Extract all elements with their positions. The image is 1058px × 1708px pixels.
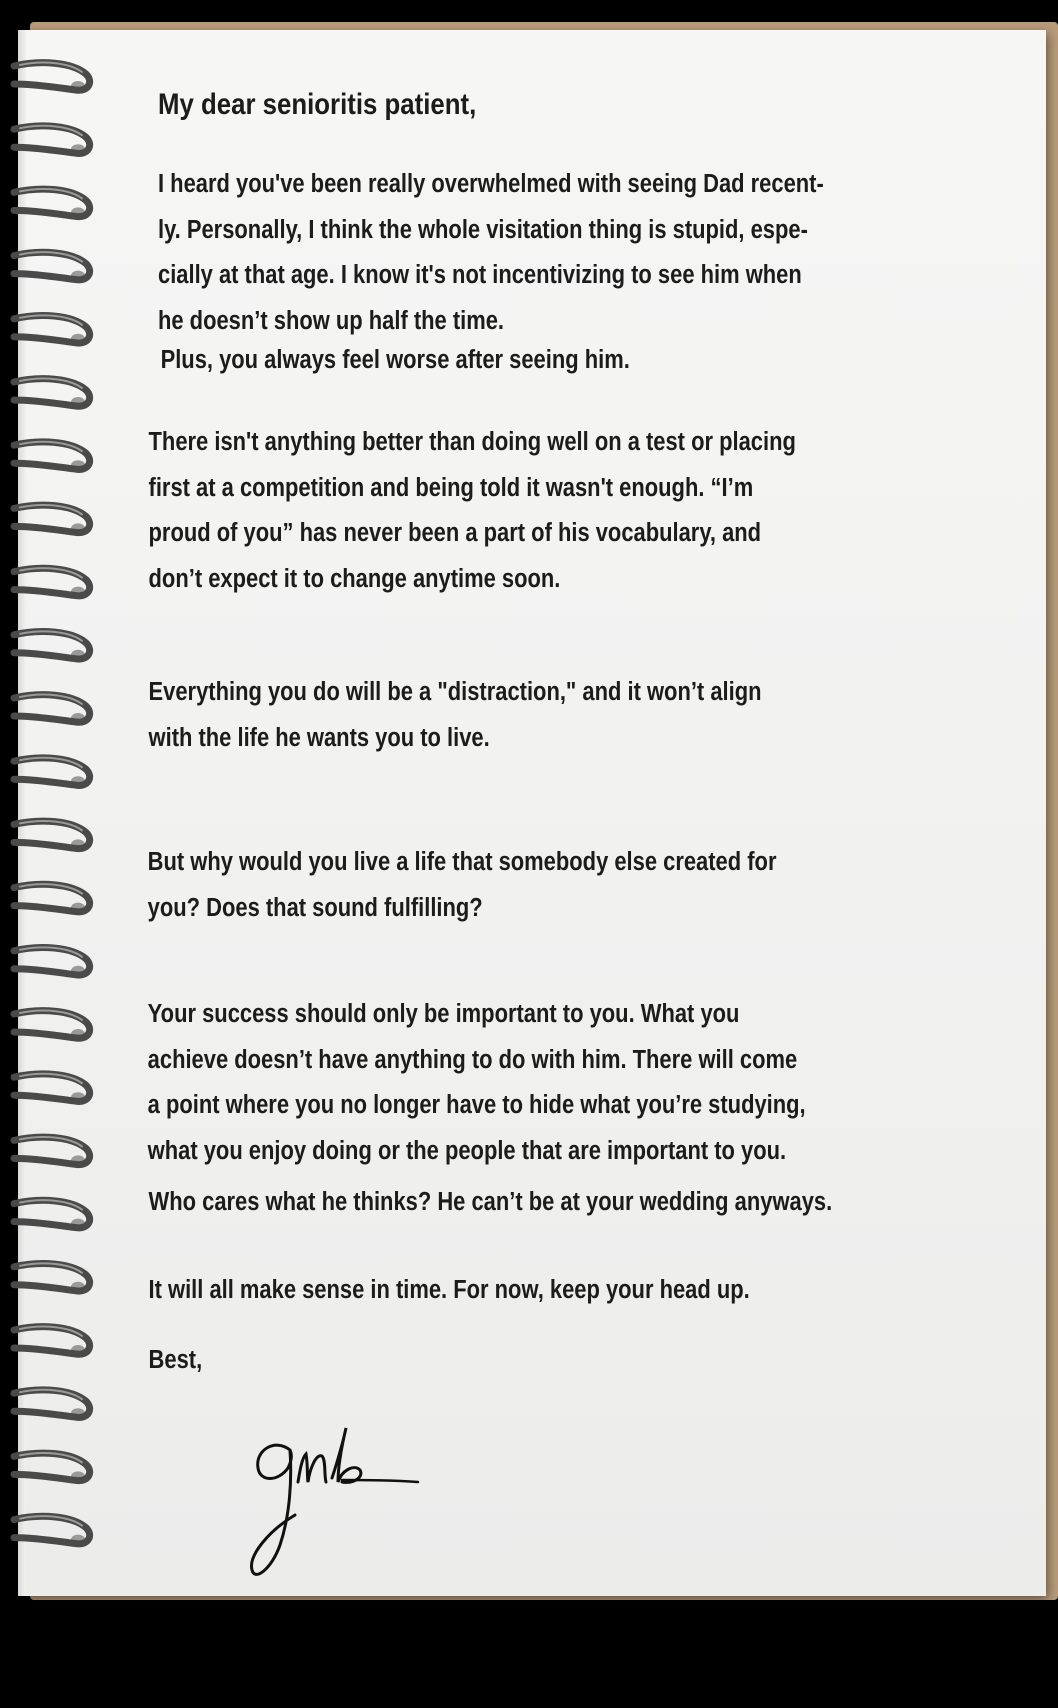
spiral-coil	[14, 1074, 90, 1102]
spiral-coil	[14, 189, 90, 217]
spiral-coil	[14, 379, 90, 407]
spiral-coil	[14, 1327, 90, 1355]
spiral-coil	[14, 568, 90, 596]
letter-paragraph-7: Who cares what he thinks? He can’t be at your wedding anyways.	[148, 1188, 833, 1216]
signature	[250, 1420, 430, 1590]
spiral-coil	[14, 1516, 90, 1544]
letter-paragraph-3: There isn't anything better than doing well on a test or placing first at a competition and being told it wasn't enough. “I’m proud of you” has never been a part of his vocabulary, and don’t expect it to change anytime soon.	[148, 428, 796, 593]
spiral-coil	[14, 631, 90, 659]
letter-paragraph-8: It will all make sense in time. For now, keep your head up.	[148, 1276, 750, 1304]
spiral-coil	[14, 1453, 90, 1481]
spiral-coil	[14, 1137, 90, 1165]
letter-paragraph-5: But why would you live a life that somebody else created for you? Does that sound fulfilling?	[147, 848, 777, 922]
spiral-coil	[14, 695, 90, 723]
spiral-coil	[14, 63, 90, 91]
spiral-binding	[0, 0, 110, 1708]
letter-paragraph-1: I heard you've been really overwhelmed with seeing Dad recent- ly. Personally, I think the whole visitation thing is stupid, espe- cially at that age. I know it's not incentivizing to see him when he doesn’t show up half the time.	[158, 170, 824, 335]
spiral-coil	[14, 1200, 90, 1228]
spiral-coil	[14, 1011, 90, 1039]
letter-closing: Best,	[148, 1346, 203, 1374]
spiral-coil	[14, 947, 90, 975]
spiral-coil	[14, 505, 90, 533]
spiral-coil	[14, 252, 90, 280]
letter-paragraph-6: Your success should only be important to you. What you achieve doesn’t have anything to do with him. There will come a point where you no longer have to hide what you’re studying, what you enjoy doing or the people that are important to you.	[147, 1000, 806, 1165]
spiral-coil	[14, 884, 90, 912]
spiral-coil	[14, 126, 90, 154]
spiral-coil	[14, 758, 90, 786]
spiral-coil	[14, 1390, 90, 1418]
letter-paragraph-4: Everything you do will be a "distraction," and it won’t align with the life he wants you to live.	[148, 678, 762, 752]
letter-greeting: My dear senioritis patient,	[158, 88, 477, 121]
spiral-coil	[14, 315, 90, 343]
spiral-coil	[14, 1263, 90, 1291]
letter-paragraph-2: Plus, you always feel worse after seeing him.	[160, 346, 630, 374]
spiral-coil	[14, 821, 90, 849]
spiral-coil	[14, 442, 90, 470]
